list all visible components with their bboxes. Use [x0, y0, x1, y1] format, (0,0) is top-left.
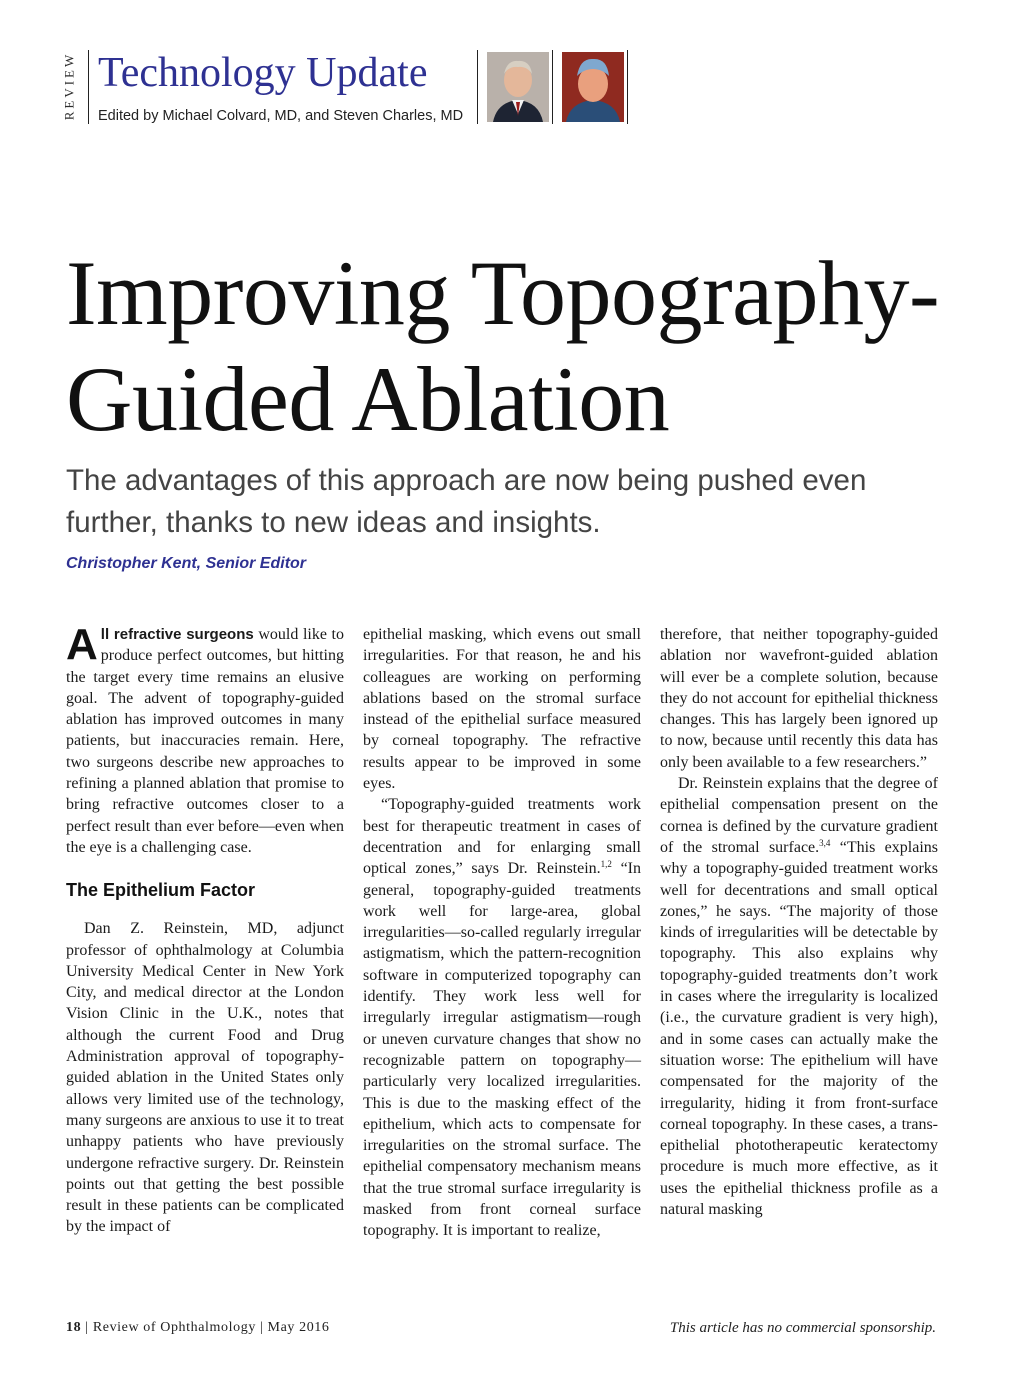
paragraph-text: “In general, topography-guided treatments work well for large-area, global irregularities—so-called regularly irregular astigmatism, which the pattern-recognition software in computerized topography can identify. They work less well for irregularly irregular astigmatism—rough or uneven curvature changes that show no recognizable pattern on topography—particularly very localized irregularities. This is due to the masking effect of the epithelium, which acts to compensate for irregularities on the stromal surface. The epithelial compensatory mechanism means that the true stromal surface irregularity is masked from front corneal surface topography. It is important to realize,: [363, 860, 642, 1240]
header-divider-mid: [477, 50, 478, 124]
header-divider-right: [627, 50, 628, 124]
intro-paragraph: [66, 620, 344, 858]
page-number: 18: [66, 1320, 82, 1335]
intro-paragraph-text: would like to produce perfect outcomes, but hitting the target every time remains an elusive goal. The advent of topography-guided ablation has improved outcomes in many patients, but inaccuracies remain. Here, two surgeons describe new approaches to refining a planned ablation that promise to bring refractive outcomes closer to a perfect result than ever before—even when the eye is a challenging case.: [66, 626, 344, 856]
lead-in-text: ll refractive surgeons: [100, 626, 254, 643]
body-column-1: [66, 620, 344, 1238]
article-title-line-2: Guided Ablation: [66, 348, 670, 450]
section-heading-epithelium: The Epithelium Factor: [66, 880, 256, 901]
body-paragraph: Dan Z. Reinstein, MD, adjunct professor of ophthalmology at Columbia University Medical Center in New York City, and medical director at the London Vision Clinic in the U.K., notes that although the current Food and Drug Administration approval of topography-guided ablation in the United States only allows very limited use of the technology, many surgeons are anxious to use it to treat unhappy patients who have previously undergone refractive surgery. Dr. Reinstein points out that getting the best possible result in these patients can be complicated by the impact of: [66, 920, 344, 1236]
body-column-3: [660, 624, 938, 1220]
editors-credit: Edited by Michael Colvard, MD, and Steven Charles, MD: [98, 108, 464, 124]
body-paragraph: [660, 773, 938, 1220]
citation-superscript: 1,2: [600, 859, 612, 870]
editor-photo-colvard: [487, 52, 549, 122]
review-label-text: REVIEW: [61, 51, 77, 121]
body-column-2: [363, 624, 641, 1242]
article-title-line-1: Improving Topography-: [66, 242, 940, 344]
issue-date: May 2016: [267, 1320, 330, 1335]
editor-photo-charles: [562, 52, 624, 122]
body-paragraph: therefore, that neither topography-guided ablation nor wavefront-guided ablation will ever be a complete solution, because they do not account for epithelial thickness changes. This has largely been ignored up to now, because until recently this data has only been available to a few researchers.”: [660, 626, 938, 771]
page-footer-left: 18 | Review of Ophthalmology | May 2016: [66, 1320, 330, 1335]
body-paragraph: epithelial masking, which evens out small irregularities. For that reason, he and his colleagues are working on performing ablations based on the stromal surface instead of the epithelial surface measured by corneal topography. The refractive results appear to be improved in some eyes.: [363, 626, 641, 793]
citation-superscript: 3,4: [819, 837, 831, 848]
article-title: [66, 240, 939, 452]
article-byline: Christopher Kent, Senior Editor: [66, 555, 307, 572]
section-title: Technology Update: [98, 50, 428, 96]
header-divider-left: [88, 50, 89, 124]
paragraph-text: “This explains why a topography-guided treatment works well for decentrations and small optical zones,” he says. “The majority of those kinds of irregularities will be detectable by topography. This also explains why topography-guided treatments don’t work in cases where the irregularity is localized (i.e., the curvature gradient is very high), and in some cases can actually make the situation worse: The epithelium will have compensated for the majority of the irregularity, hiding it from front-surface corneal topography. In these cases, a trans-epithelial phototherapeutic keratectomy procedure is much more effective, as it uses the epithelial thickness profile as a natural masking: [660, 838, 938, 1219]
sponsorship-note: This article has no commercial sponsorship.: [669, 1320, 936, 1336]
paragraph-text: Dr. Reinstein explains that the degree of epithelial compensation present on the cornea is defined by the curvature gradient of the stromal surface.: [660, 775, 938, 856]
header-divider-photos: [552, 50, 553, 124]
journal-name: Review of Ophthalmology: [92, 1320, 256, 1335]
body-paragraph: [363, 794, 641, 1241]
drop-cap: A: [66, 620, 98, 669]
review-vertical-label: [58, 48, 80, 124]
article-subtitle: The advantages of this approach are now being pushed even further, thanks to new ideas and insights.: [66, 464, 867, 539]
paragraph-text: “Topography-guided treatments work best for therapeutic treatment in cases of decentration and for enlarging small optical zones,” says Dr. Reinstein.: [363, 796, 641, 878]
